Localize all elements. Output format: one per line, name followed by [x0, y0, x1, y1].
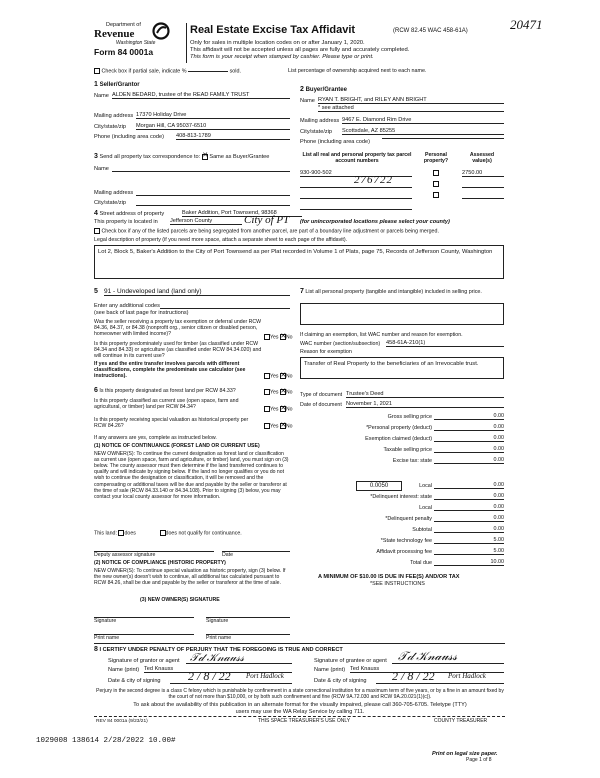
partial-percent-field[interactable]	[188, 71, 228, 72]
interest-local-value[interactable]: 0.00	[434, 504, 504, 511]
amount-row-3-value[interactable]: 0.00	[434, 446, 504, 453]
print-label-1: Print name	[94, 635, 120, 641]
amount-row-0-value[interactable]: 0.00	[434, 413, 504, 420]
local-tax-value[interactable]: 0.00	[434, 482, 504, 489]
buyer-phone-field[interactable]	[382, 138, 504, 139]
city-grantee-hw: Port Hadlock	[448, 672, 486, 680]
parcel-field-3[interactable]	[300, 192, 412, 199]
date-grantor-label: Date & city of signing	[108, 678, 161, 684]
interest-state-label: *Delinquent interest: state	[370, 494, 432, 500]
parcel-number-field[interactable]: 930-900-502	[300, 170, 412, 177]
personal-col-header: Personal property?	[423, 152, 449, 164]
total-due-value[interactable]: 10.00	[434, 559, 504, 566]
additional-codes-label: Enter any additional codes	[94, 303, 160, 309]
q5-exemption-answers: Yes ✕ No	[264, 334, 293, 341]
assessed-col-header: Assessed value(s)	[469, 152, 495, 164]
date-grantee-label: Date & city of signing	[314, 678, 367, 684]
ownership-note: List percentage of ownership acquired next to each name.	[288, 68, 427, 74]
partial-row	[94, 68, 514, 75]
amount-row-4-label: Excise tax: state	[392, 458, 432, 464]
q5-calculator: If yes and the entire transfer involves parcels with different classifications, complete the predominate use calculator (see instructions).	[94, 361, 246, 379]
minimum-notice: A MINIMUM OF $10.00 IS DUE IN FEE(S) AND/OR TAX	[318, 574, 460, 580]
amount-row-2-label: Exemption claimed (deduct)	[365, 436, 432, 442]
deputy-date-label: Date	[222, 552, 233, 558]
assessed-field-3[interactable]	[462, 192, 504, 199]
amount-row-2-value[interactable]: 0.00	[434, 435, 504, 442]
seller-heading: 1 Seller/Grantor	[94, 81, 140, 88]
form-statute: (RCW 82.45 WAC 458-61A)	[393, 28, 468, 34]
q6a-answers: Yes ✕ No	[264, 389, 293, 396]
seller-name-field[interactable]: ALDEN BEDARD, trustee of the READ FAMILY TRUST	[112, 92, 290, 99]
personal-property-box[interactable]	[300, 303, 504, 325]
q5-timber: Is this property predominately used for timber (as classified under RCW 84.34 and 84.33) or agriculture (as classified under RCW 84.34.020) and will continue in its current use?	[94, 341, 262, 359]
buyer-address-field[interactable]: 9467 E. Diamond Rim Drive	[342, 117, 504, 124]
subtotal-value[interactable]: 0.00	[434, 526, 504, 533]
legal-label: Legal description of property (if you need more space, attach a separate sheet to each page of the affidavit).	[94, 237, 348, 243]
sig-grantee-label: Signature of grantee or agent	[314, 658, 387, 664]
street-address-field[interactable]: Baker Addition, Port Townsend, 98368	[182, 210, 302, 217]
doc-date-field[interactable]: November 1, 2021	[346, 401, 504, 408]
name-grantor-label: Name (print)	[108, 667, 140, 673]
dor-swirl-icon	[152, 22, 170, 40]
section8-top-rule	[94, 643, 505, 644]
q6b-no-checkbox[interactable]	[280, 406, 286, 412]
q6c-answers: Yes ✕ No	[264, 423, 293, 430]
dept-line1: Department of	[106, 22, 141, 28]
sig-label-1: Signature	[94, 618, 117, 624]
name-grantee-label: Name (print)	[314, 667, 346, 673]
notice1-text: NEW OWNER(S): To continue the current designation as forest land or classification as current use (open space, farm and agriculture, or timber) land, you must sign on (3) below. The county assessor must then determine if the land transferred continues to qualify and will indicate by signing below. If the land no longer qualifies or you do not wish to continue the designation or classification, it will be removed and the compensating or additional taxes will be due and payable by the seller or transferor at the time of sale (RCW 84.33.140 or 84.34.108). Prior to signing (3) below, you may contact your local county assessor for more information.	[94, 451, 289, 500]
certify-heading: 8 I CERTIFY UNDER PENALTY OF PERJURY THAT THE FOREGOING IS TRUE AND CORRECT	[94, 646, 343, 653]
header-note2: This affidavit will not be accepted unless all pages are fully and accurately completed.	[190, 47, 410, 53]
seller-address-field[interactable]: 17370 Holiday Drive	[136, 112, 290, 119]
buyer-name-field-2[interactable]: * see attached	[318, 105, 504, 112]
buyer-heading: 2 Buyer/Grantee	[300, 86, 347, 93]
segregated-row: Check box if any of the listed parcels are being segregated from another parcel, are part of a boundary line adjustment or parcels being merged.	[94, 228, 439, 234]
answer-note: If any answers are yes, complete as instructed below.	[94, 435, 217, 441]
partial-label: Check box if partial sale, indicate %	[101, 68, 187, 75]
handwritten-number: 20471	[510, 17, 543, 32]
seller-phone-field[interactable]: 408-813-1789	[176, 133, 290, 140]
new-owner-print-1[interactable]	[94, 628, 194, 635]
q5-timber-answers: Yes ✕ No	[264, 373, 293, 380]
correspondence-row: 3 Send all property tax correspondence to: ✕ Same as Buyer/Grantee	[94, 153, 269, 161]
seller-name-label: Name	[94, 93, 109, 99]
form-number: Form 84 0001a	[94, 47, 154, 57]
doc-type-label: Type of document	[300, 392, 343, 398]
print-label-2: Print name	[206, 635, 232, 641]
wac-field[interactable]: 458-61A-210(1)	[386, 340, 504, 347]
assessed-value-field[interactable]: 2750.00	[462, 170, 504, 177]
county-label: This property is located in	[94, 219, 158, 225]
deputy-signature-field[interactable]	[94, 545, 214, 552]
corr-name-field[interactable]	[112, 165, 290, 172]
parcel-col-header: List all real and personal property tax parcel account numbers	[302, 152, 412, 164]
total-due-label: Total due	[410, 560, 432, 566]
street-row: 4 Street address of property	[94, 210, 165, 217]
legal-size-note: Print on legal size paper.	[432, 751, 498, 757]
county-treasurer: COUNTY TREASURER	[434, 718, 488, 724]
seller-address-label: Mailing address	[94, 113, 134, 119]
section7-heading: 7 List all personal property (tangible and intangible) included in selling price.	[300, 288, 482, 295]
header-note3: This form is your receipt when stamped by cashier. Please type or print.	[190, 54, 374, 60]
affidavit-fee-value[interactable]: 5.00	[434, 548, 504, 555]
personal-checkbox-1[interactable]	[433, 170, 439, 176]
date-grantee-hw: 2 / 8 / 22	[392, 669, 435, 683]
buyer-city-field[interactable]: Scottsdale, AZ 85255	[342, 128, 504, 135]
reason-box[interactable]: Transfer of Real Property to the beneficiaries of an Irrevocable trust.	[300, 357, 504, 379]
doc-date-label: Date of document	[300, 402, 342, 408]
deputy-signature-label: Deputy assessor signature	[94, 552, 156, 558]
tech-fee-value[interactable]: 5.00	[434, 537, 504, 544]
local-tax-label: Local	[419, 483, 432, 489]
section5-num: 5	[94, 288, 98, 295]
name-grantor-field[interactable]: Ted Knauss	[144, 666, 292, 673]
subtotal-label: Subtotal	[412, 527, 432, 533]
corr-address-label: Mailing address	[94, 190, 134, 196]
section8-bottom-rule	[94, 716, 505, 717]
name-grantee-field[interactable]: Ted Knauss	[350, 666, 504, 673]
buyer-name-field[interactable]: RYAN T. BRIGHT, and RILEY ANN BRIGHT	[318, 97, 504, 104]
see-instructions: *SEE INSTRUCTIONS	[370, 581, 425, 587]
sig-label-2: Signature	[206, 618, 229, 624]
accessibility-notice: To ask about the availability of this publication in an alternate format for the visually impaired, please call 360-705-6705. Teletype (TTY) users may use the WA Relay Service by calling 711.	[133, 702, 467, 715]
tech-fee-label: *State technology fee	[380, 538, 432, 544]
date-grantor-hw: 2 / 8 / 22	[188, 669, 231, 683]
form-revision: REV 84 0001a (9/23/21)	[96, 719, 148, 724]
amount-row-1-value[interactable]: 0.00	[434, 424, 504, 431]
q6a-no-checkbox[interactable]	[280, 389, 286, 395]
buyer-address-label: Mailing address	[300, 118, 340, 124]
seller-city-label: City/state/zip	[94, 124, 127, 130]
personal-checkbox-3[interactable]	[433, 192, 439, 198]
reason-label: Reason for exemption	[300, 349, 352, 355]
interest-state-value[interactable]: 0.00	[434, 493, 504, 500]
q5a-no-checkbox[interactable]	[280, 334, 286, 340]
land-use-select[interactable]: 91 - Undeveloped land (land only)	[104, 288, 290, 296]
penalty-label: *Delinquent penalty	[385, 516, 432, 522]
parcel-field-2[interactable]	[300, 181, 412, 188]
new-owner-signature-1[interactable]	[94, 611, 194, 618]
partial-sold: sold.	[229, 68, 241, 75]
legal-description-box[interactable]: Lot 2, Block 5, Baker's Addition to the City of Port Townsend as per Plat recorded in Volume 1 of Plats, page 75, Records of Jefferson County, Washington	[94, 245, 504, 279]
unincorporated-note: (for unincorporated locations please select your county)	[300, 219, 450, 225]
new-owner-signature-2[interactable]	[206, 611, 290, 618]
sig-grantor-label: Signature of grantor or agent	[108, 658, 180, 664]
q6c-no-checkbox[interactable]	[280, 423, 286, 429]
land-qualify-row: This land: does does not qualify for continuance.	[94, 530, 242, 537]
segregated-checkbox[interactable]	[94, 228, 100, 234]
new-owner-print-2[interactable]	[206, 628, 290, 635]
seller-phone-label: Phone (including area code)	[94, 134, 164, 140]
penalty-value[interactable]: 0.00	[434, 515, 504, 522]
notice1-title: (1) NOTICE OF CONTINUANCE (FOREST LAND OR CURRENT USE)	[94, 443, 260, 449]
corr-name-label: Name	[94, 166, 109, 172]
dor-logo	[94, 22, 186, 60]
dept-line3: Washington State	[116, 40, 156, 46]
parcel-field-4[interactable]	[300, 203, 412, 210]
perjury-notice: Perjury in the second degree is a class C felony which is punishable by confinement in a state correctional institution for a maximum term of five years, or by a fine in an amount fixed by the court of not more than $10,000, or by both such confinement and fine (RCW 9A.72.030 and RCW 9A.20.021(1)(c)).	[96, 688, 504, 700]
header-note1: Only for sales in multiple location codes on or after January 1, 2020.	[190, 40, 365, 46]
doc-type-field[interactable]: Trustee's Deed	[346, 391, 504, 398]
sig-grantee-hw: 𝒯𝒹 𝒦𝓃𝒶𝓊𝓈𝓈	[398, 649, 457, 663]
buyer-phone-label: Phone (including area code)	[300, 139, 370, 145]
county-select[interactable]: Jefferson County	[170, 218, 242, 225]
deputy-date-field[interactable]	[222, 545, 290, 552]
partial-checkbox[interactable]	[94, 68, 100, 74]
additional-codes-note: (see back of last page for instructions)	[94, 310, 189, 316]
affidavit-fee-label: Affidavit processing fee	[376, 549, 432, 555]
sig-grantor-hw: 𝒯𝒹 𝒦𝓃𝒶𝓊𝓈𝓈	[190, 652, 245, 664]
q6b-answers: Yes ✕ No	[264, 406, 293, 413]
personal-checkbox-2[interactable]	[433, 181, 439, 187]
buyer-city-label: City/state/zip	[300, 129, 333, 135]
corr-city-field[interactable]	[136, 199, 290, 206]
local-rate-box[interactable]: 0.0050	[356, 481, 402, 491]
section6-q3: Is this property receiving special valuation as historical property per RCW 84.26?	[94, 417, 249, 429]
form-title: Real Estate Excise Tax Affidavit	[190, 24, 356, 36]
notice2-text: NEW OWNER(S): To continue special valuation as historic property, sign (3) below. If the new owner(s) doesn't wish to continue, all additional tax calculated pursuant to RCW 84.26, shall be due and payable by the seller or transferor at the time of sale.	[94, 568, 286, 587]
city-handwritten: City of PT	[244, 214, 290, 226]
corr-address-field[interactable]	[136, 189, 290, 196]
notice3-title: (3) NEW OWNER(S) SIGNATURE	[140, 597, 220, 603]
buyer-name-label: Name	[300, 98, 315, 104]
amount-row-1-label: *Personal property (deduct)	[366, 425, 432, 431]
page-number: Page 1 of 8	[466, 757, 492, 763]
seller-city-field[interactable]: Morgan Hill, CA 95037-6510	[136, 123, 290, 130]
amount-row-0-label: Gross selling price	[387, 414, 432, 420]
q5-exemption: Was the seller receiving a property tax exemption or deferral under RCW 84.36, 84.37, or 84.38 (nonprofit org., senior citizen or disabled person, homeowner with limited income)?	[94, 319, 262, 337]
exemption-note: If claiming an exemption, list WAC number and reason for exemption.	[300, 332, 463, 338]
amount-row-4-value[interactable]: 0.00	[434, 457, 504, 464]
section6-q2: Is this property classified as current use (open space, farm and agricultural, or timber) land per RCW 84.34?	[94, 398, 239, 410]
parcel-handwritten: 276722	[354, 174, 393, 186]
section6-q1: 6 Is this property designated as forest land per RCW 84.33?	[94, 387, 236, 394]
interest-local-label: Local	[419, 505, 432, 511]
corr-city-label: City/state/zip	[94, 200, 127, 206]
amount-row-3-label: Taxable selling price	[383, 447, 432, 453]
dept-line2: Revenue	[94, 28, 135, 40]
recording-stamp: 1029008 138614 2/28/2022 10.00#	[36, 737, 176, 745]
wac-label: WAC number (section/subsection)	[300, 341, 381, 347]
additional-codes-field[interactable]	[160, 302, 290, 309]
q5b-no-checkbox[interactable]	[280, 373, 286, 379]
assessed-field-2[interactable]	[462, 181, 504, 188]
city-grantor-hw: Port Hadlock	[246, 672, 284, 680]
treasurer-note: THIS SPACE TREASURER'S USE ONLY	[258, 718, 351, 724]
same-as-buyer-checkbox[interactable]	[202, 154, 208, 160]
header-divider	[186, 23, 187, 63]
notice2-title: (2) NOTICE OF COMPLIANCE (HISTORIC PROPERTY)	[94, 560, 226, 566]
